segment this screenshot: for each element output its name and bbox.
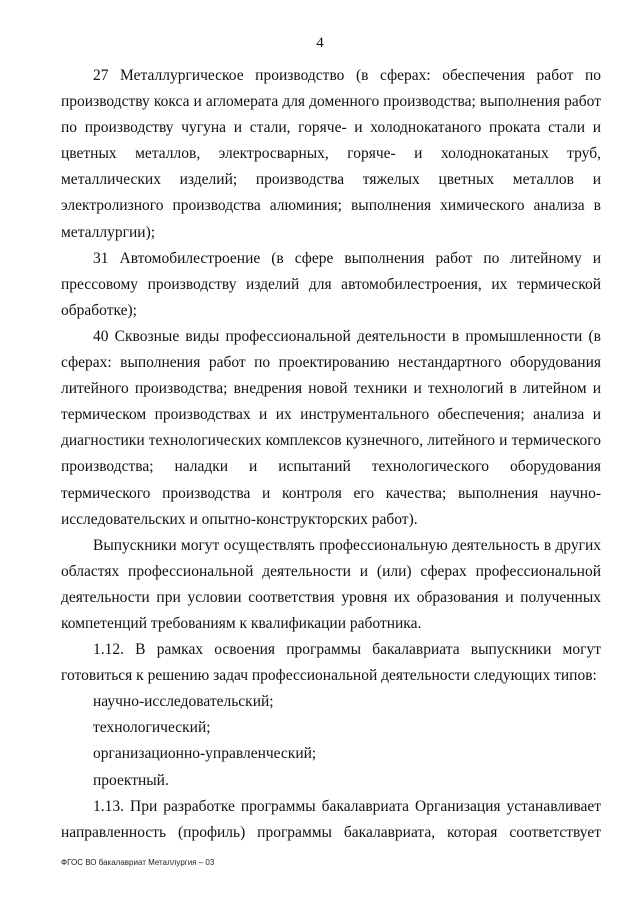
paragraph-cross-industry: 40 Сквозные виды профессиональной деятельности в промышленности (в сферах: выполнения работ по проектированию нестандартного оборудования литейного производства; внедрения новой техники и технологий в литейном и термическом производствах и их инструментального обеспечения; анализа и диагностики технологических комплексов кузнечного, литейного и термического производства; наладки и испытаний технологического оборудования термического производства и контроля его качества; выполнения научно-исследовательских и опытно-конструкторских работ).: [61, 327, 601, 528]
list-item: проектный.: [93, 771, 169, 789]
paragraph-section-1-12: 1.12. В рамках освоения программы бакалавриата выпускники могут готовиться к решению задач профессиональной деятельности следующих типов:: [61, 641, 601, 685]
list-item: технологический;: [93, 719, 211, 737]
paragraph-automotive: 31 Автомобилестроение (в сфере выполнения работ по литейному и прессовому производству изделий для автомобилестроения, их термической обработке);: [61, 249, 601, 319]
paragraph-graduates: Выпускники могут осуществлять профессиональную деятельность в других областях профессиональной деятельности и (или) сферах профессиональной деятельности при условии соответствия уровня их образования и полученных компетенций требованиям к квалификации работника.: [61, 536, 601, 632]
document-body: [61, 63, 601, 846]
page-footer: ФГОС ВО бакалавриат Металлургия – 03: [61, 858, 215, 867]
list-item: организационно-управленческий;: [93, 745, 317, 763]
page-number: 4: [316, 35, 324, 51]
paragraph-section-1-13: 1.13. При разработке программы бакалавриата Организация устанавливает направленность (профиль) программы бакалавриата, которая соответствует: [61, 797, 601, 841]
list-item: научно-исследовательский;: [93, 693, 274, 711]
paragraph-metallurgy: 27 Металлургическое производство (в сферах: обеспечения работ по производству кокса и агломерата для доменного производства; выполнения работ по производству чугуна и стали, горяче- и холоднокатаного проката стали и цветных металлов, электросварных, горяче- и холоднокатаных труб, металлических изделий; производства тяжелых цветных металлов и электролизного производства алюминия; выполнения химического анализа в металлургии);: [61, 67, 601, 241]
